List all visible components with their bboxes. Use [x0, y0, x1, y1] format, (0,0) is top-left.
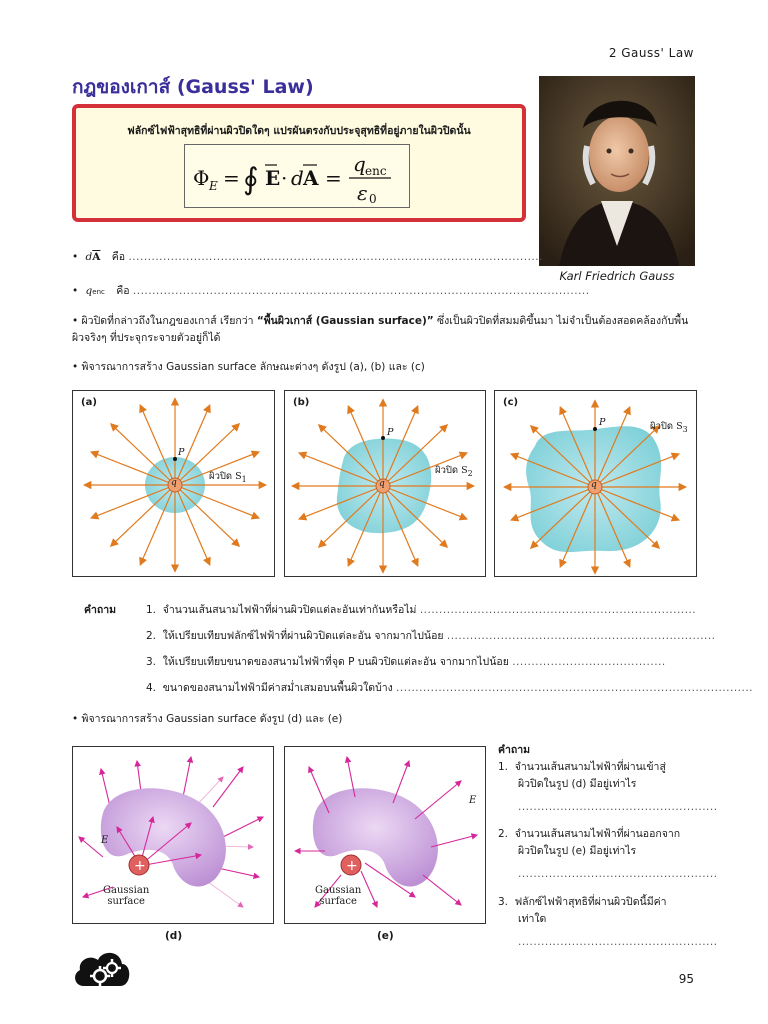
question-abc-2	[146, 627, 716, 644]
question-text-line1: จำนวนเส้นสนามไฟฟ้าที่ผ่านเข้าสู่	[514, 761, 666, 773]
svg-text:·: ·	[281, 166, 288, 190]
surface-text-line2: surface	[107, 896, 145, 907]
surface-label-text: ผิวปิด S	[435, 465, 468, 476]
qenc-symbol: q	[85, 285, 93, 297]
svg-text:E: E	[209, 179, 218, 193]
definition-dA-blank[interactable]: ............................................................................................................	[128, 251, 543, 263]
gaussian-surface-paragraph	[72, 313, 696, 347]
surface-text-line1: Gaussian	[103, 885, 150, 896]
question-abc-3	[146, 653, 666, 670]
figure-b-graphic	[285, 391, 485, 576]
portrait-caption: Karl Friedrich Gauss	[559, 269, 675, 283]
figure-d-label: (d)	[165, 930, 183, 942]
answer-blank[interactable]: ....................................................	[518, 936, 718, 948]
svg-text:=: =	[325, 166, 342, 190]
svg-text:+: +	[346, 858, 358, 874]
figure-a-label: (a)	[81, 397, 97, 408]
para2-text: พิจารณาการสร้าง Gaussian surface ลักษณะต่างๆ ดังรูป (a), (b) และ (c)	[81, 361, 425, 373]
surface-label-text: ผิวปิด S	[650, 421, 683, 432]
svg-text:0: 0	[369, 192, 377, 206]
dA-vector: $\overline{A}$	[92, 251, 101, 263]
figure-c-charge-label: q	[591, 480, 597, 490]
cloud-gear-icon	[72, 946, 132, 990]
chapter-header-text: 2 Gauss' Law	[608, 46, 694, 60]
figure-a	[72, 390, 275, 577]
surface-label-sub: 2	[467, 468, 473, 478]
figure-d-surface-label	[103, 885, 149, 907]
formula-graphic	[185, 145, 409, 207]
figure-b	[284, 390, 486, 577]
definition-qenc-suffix: คือ	[116, 285, 130, 297]
answer-blank[interactable]: ....................................................	[518, 801, 718, 813]
questions-abc-label: คำถาม	[84, 604, 117, 616]
definition-dA	[72, 248, 543, 265]
qenc-sub: enc	[92, 288, 105, 296]
question-num: 3.	[146, 656, 157, 668]
figure-b-label: (b)	[293, 397, 310, 408]
dA-symbol: d	[85, 251, 93, 263]
point-p-marker	[593, 427, 597, 431]
bullet: •	[72, 713, 82, 725]
gauss-law-box	[72, 104, 526, 222]
para3-text: พิจารณาการสร้าง Gaussian surface ดังรูป (d) และ (e)	[81, 713, 343, 725]
answer-blank[interactable]: ........................................	[512, 656, 666, 668]
figure-e-surface-label	[315, 885, 361, 907]
field-line	[111, 424, 175, 485]
svg-text:enc: enc	[365, 164, 387, 178]
question-de-3	[498, 894, 718, 951]
cloud-gear-logo	[72, 946, 132, 994]
answer-blank[interactable]: ........................................................................	[419, 604, 697, 616]
svg-text:+: +	[134, 858, 146, 874]
definition-qenc	[72, 282, 590, 299]
para1-bold: “พื้นผิวเกาส์ (Gaussian surface)”	[256, 315, 434, 327]
question-num: 3.	[498, 896, 509, 908]
svg-text:ε: ε	[357, 181, 368, 205]
question-text: ให้เปรียบเทียบฟลักซ์ไฟฟ้าที่ผ่านผิวปิดแต่ละอัน จากมากไปน้อย	[162, 630, 444, 642]
svg-text:E: E	[265, 166, 281, 190]
question-abc-4	[146, 679, 753, 696]
consider-abc-paragraph	[72, 359, 696, 376]
para1-text-a: ผิวปิดที่กล่าวถึงในกฎของเกาส์ เรียกว่า	[81, 315, 257, 327]
question-text: ให้เปรียบเทียบขนาดของสนามไฟฟ้าที่จุด P บนผิวปิดแต่ละอัน จากมากไปน้อย	[162, 656, 509, 668]
point-p-marker	[173, 457, 177, 461]
figure-c	[494, 390, 697, 577]
svg-text:Φ: Φ	[193, 166, 210, 190]
surface-label-sub: 3	[682, 424, 688, 434]
bullet: •	[72, 285, 79, 297]
figure-b-surface-label	[435, 463, 473, 478]
bullet: •	[72, 251, 79, 263]
figure-b-point-label: P	[387, 427, 394, 438]
para1-text-b: ซึ่งเป็นผิวปิดที่สมมติขึ้นมา ไม่จำเป็นต้องสอดคล้องกับพื้นผิวจริงๆ ที่ประจุกระจายตัวอยู่ก็ได้	[72, 315, 689, 344]
questions-de-label: คำถาม	[498, 744, 531, 756]
question-num: 4.	[146, 682, 157, 694]
figure-d-field-label: E	[101, 835, 109, 846]
figure-e-label: (e)	[377, 930, 394, 942]
figure-a-charge-label: q	[171, 478, 177, 488]
definition-qenc-blank[interactable]: .......................................................................................................................	[132, 285, 590, 297]
question-de-2	[498, 826, 718, 883]
question-text: ขนาดของสนามไฟฟ้ามีค่าสม่ำเสมอบนพื้นผิวใดบ้าง	[162, 682, 393, 694]
figure-e-field-label: E	[469, 795, 477, 806]
question-num: 2.	[146, 630, 157, 642]
figure-c-label: (c)	[503, 397, 519, 408]
question-text-line2: เท่าใด	[518, 913, 547, 925]
question-text-line1: ฟลักซ์ไฟฟ้าสุทธิที่ผ่านผิวปิดนี้มีค่า	[514, 896, 667, 908]
law-statement: ฟลักซ์ไฟฟ้าสุทธิที่ผ่านผิวปิดใดๆ แปรผันตรงกับประจุสุทธิที่อยู่ภายในผิวปิดนั้น	[127, 125, 471, 137]
page-title: กฎของเกาส์ (Gauss' Law)	[72, 76, 314, 98]
point-p-marker	[381, 436, 385, 440]
figure-a-point-label: P	[178, 447, 185, 458]
question-text-line2: ผิวปิดในรูป (e) มีอยู่เท่าไร	[518, 845, 637, 857]
question-abc-1	[146, 601, 696, 618]
surface-label-text: ผิวปิด S	[209, 471, 242, 482]
svg-text:=: =	[223, 166, 240, 190]
bullet: •	[72, 361, 82, 373]
bullet: •	[72, 315, 82, 327]
figure-a-surface-label	[209, 469, 247, 484]
gauss-portrait	[539, 76, 695, 266]
answer-blank[interactable]: .............................................................................................	[396, 682, 754, 694]
question-num: 2.	[498, 828, 509, 840]
definition-dA-suffix: คือ	[111, 251, 126, 263]
question-text: จำนวนเส้นสนามไฟฟ้าที่ผ่านผิวปิดแต่ละอันเท่ากันหรือไม่	[162, 604, 417, 616]
question-num: 1.	[498, 761, 509, 773]
answer-blank[interactable]: ......................................................................	[446, 630, 716, 642]
field-line	[175, 485, 239, 546]
surface-label-sub: 1	[241, 474, 247, 484]
gauss-law-formula	[184, 144, 410, 208]
svg-text:A: A	[303, 166, 319, 190]
answer-blank[interactable]: ....................................................	[518, 868, 718, 880]
question-de-1	[498, 759, 718, 816]
figure-d	[72, 746, 274, 924]
consider-de-paragraph	[72, 711, 696, 728]
page-number: 95	[678, 972, 694, 986]
question-text-line2: ผิวปิดในรูป (d) มีอยู่เท่าไร	[518, 778, 637, 790]
figure-c-point-label: P	[599, 417, 606, 428]
question-text-line1: จำนวนเส้นสนามไฟฟ้าที่ผ่านออกจาก	[514, 828, 681, 840]
portrait-image	[539, 76, 695, 266]
svg-text:d: d	[291, 166, 304, 190]
chapter-header	[609, 46, 694, 60]
svg-text:q: q	[353, 152, 366, 176]
surface-text-line1: Gaussian	[315, 885, 362, 896]
figure-b-charge-label: q	[379, 479, 385, 489]
field-line	[111, 485, 175, 546]
question-num: 1.	[146, 604, 157, 616]
surface-text-line2: surface	[319, 896, 357, 907]
svg-text:∮: ∮	[243, 162, 259, 197]
figure-e	[284, 746, 486, 924]
figure-c-surface-label	[650, 419, 688, 434]
